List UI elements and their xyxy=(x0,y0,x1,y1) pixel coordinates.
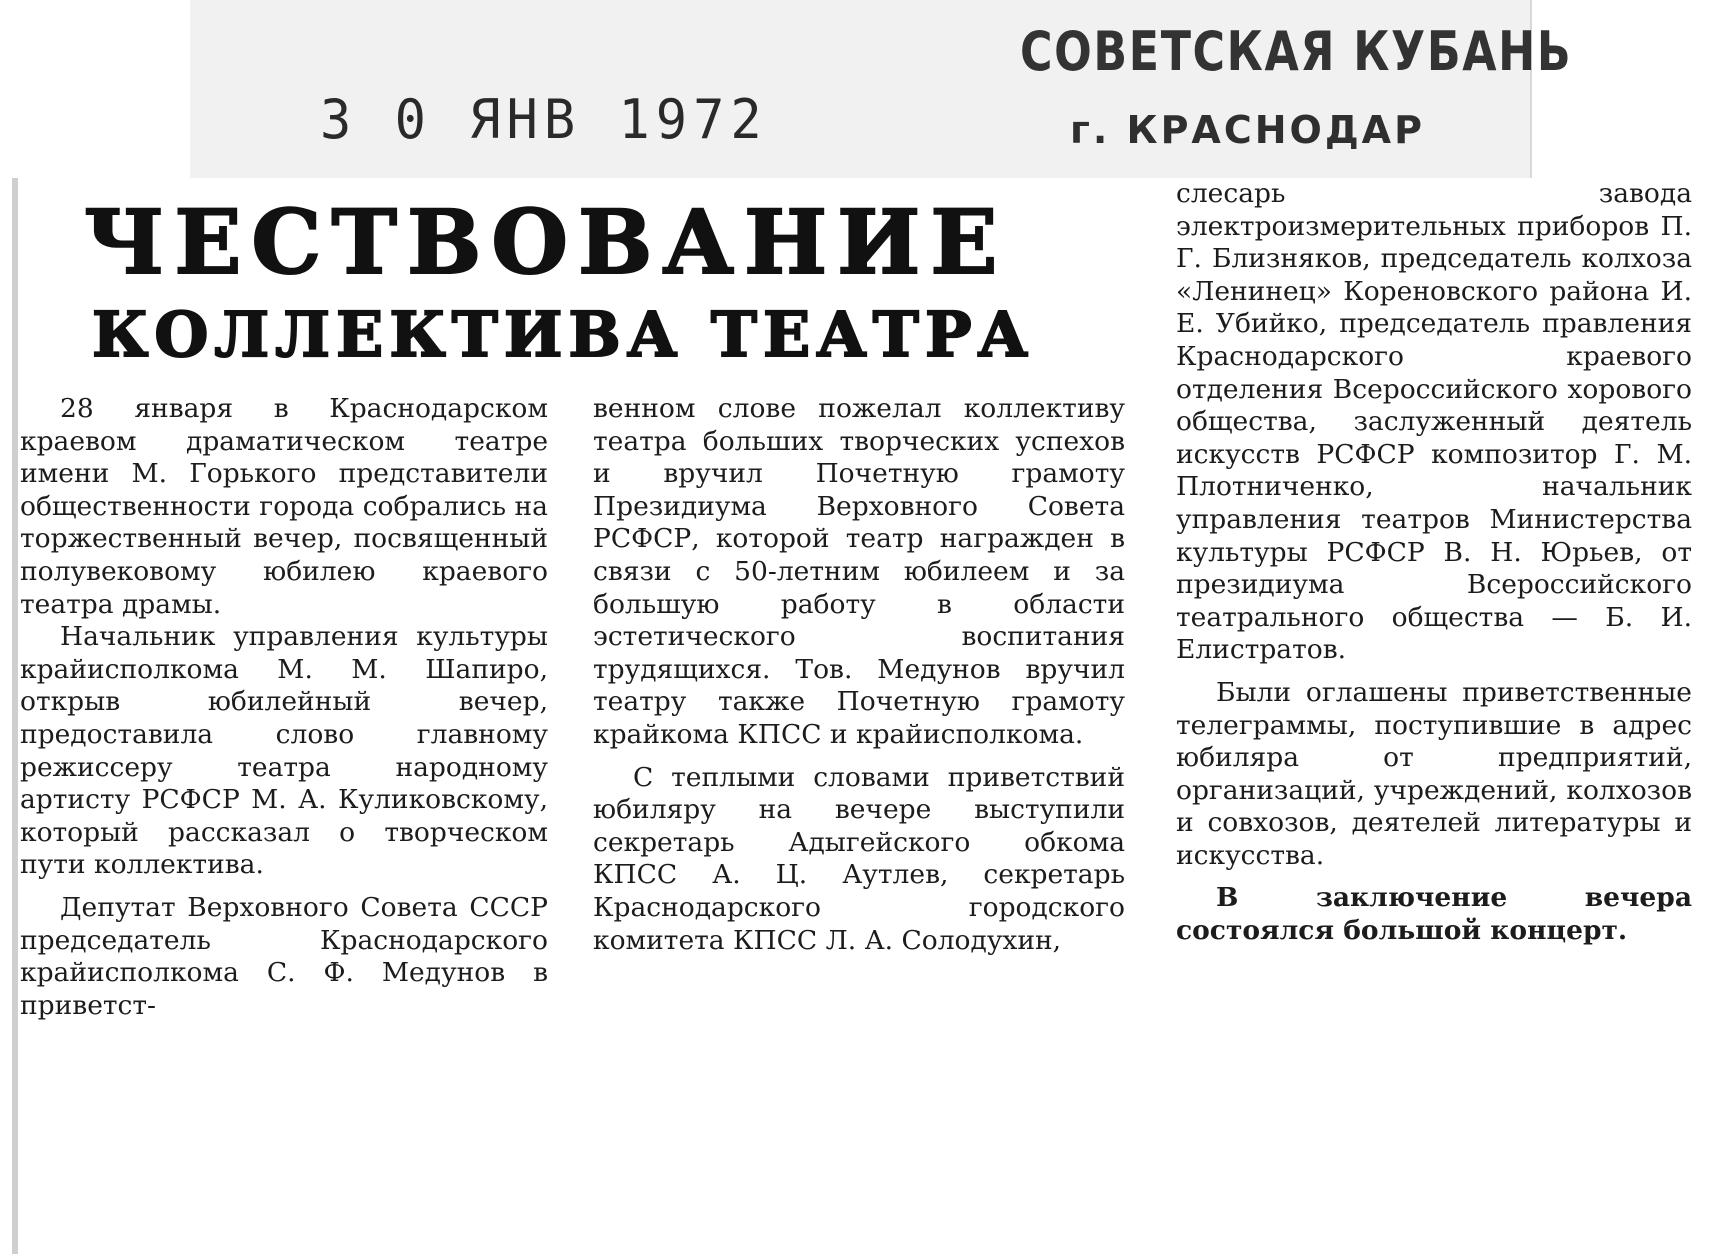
article-column-3 xyxy=(1176,178,1692,948)
newspaper-stamp: СОВЕТСКАЯ КУБАНЬ xyxy=(1020,20,1573,83)
paragraph: Депутат Верховного Совета СССР председатель Краснодарского крайисполкома С. Ф. Медунов в приветст- xyxy=(20,891,548,1021)
paragraph: слесарь завода электроизмерительных приборов П. Г. Близняков, председатель колхоза «Ленинец» Кореновского района И. Е. Убийко, председатель правления Краснодарского краевого отделения Всероссийского хорового общества, заслуженный деятель искусств РСФСР композитор Г. М. Плотниченко, начальник управления театров Министерства культуры РСФСР В. Н. Юрьев, от президиума Всероссийского театрального общества — Б. И. Елистратов. xyxy=(1176,178,1692,666)
newspaper-clipping xyxy=(12,178,1702,1254)
paragraph: Были оглашены приветственные телеграммы, поступившие в адрес юбиляра от предприятий, организаций, учреждений, колхозов и совхозов, деятелей литературы и искусства. xyxy=(1176,676,1692,871)
clipping-edge xyxy=(12,178,18,1254)
paragraph: В заключение вечера состоялся большой концерт. xyxy=(1176,882,1692,947)
date-stamp: 3 0 ЯНВ 1972 xyxy=(320,88,768,152)
headline-line-2: КОЛЛЕКТИВА ТЕАТРА xyxy=(92,298,1035,371)
article-column-1 xyxy=(20,393,548,1022)
headline-line-1: ЧЕСТВОВАНИЕ xyxy=(84,190,1008,294)
paragraph: С теплыми словами приветствий юбиляру на вечере выступили секретарь Адыгейского обкома КПСС А. Ц. Аутлев, секретарь Краснодарского городского комитета КПСС Л. А. Солодухин, xyxy=(593,761,1125,956)
city-stamp: г. КРАСНОДАР xyxy=(1070,108,1425,152)
paragraph: 28 января в Краснодарском краевом драматическом театре имени М. Горького представители общественности города собрались на торжественный вечер, посвященный полувековому юбилею краевого театра драмы. xyxy=(20,393,548,620)
article-column-2 xyxy=(593,393,1125,957)
paragraph: Начальник управления культуры крайисполкома М. М. Шапиро, открыв юбилейный вечер, предоставила слово главному режиссеру театра народному артисту РСФСР М. А. Куликовскому, который рассказал о творческом пути коллектива. xyxy=(20,621,548,881)
archive-stamp-strip xyxy=(190,0,1573,178)
paragraph: венном слове пожелал коллективу театра больших творческих успехов и вручил Почетную грамоту Президиума Верховного Совета РСФСР, которой театр награжден в связи с 50-летним юбилеем и за большую работу в области эстетического воспитания трудящихся. Тов. Медунов вручил театру также Почетную грамоту крайкома КПСС и крайисполкома. xyxy=(593,393,1125,750)
